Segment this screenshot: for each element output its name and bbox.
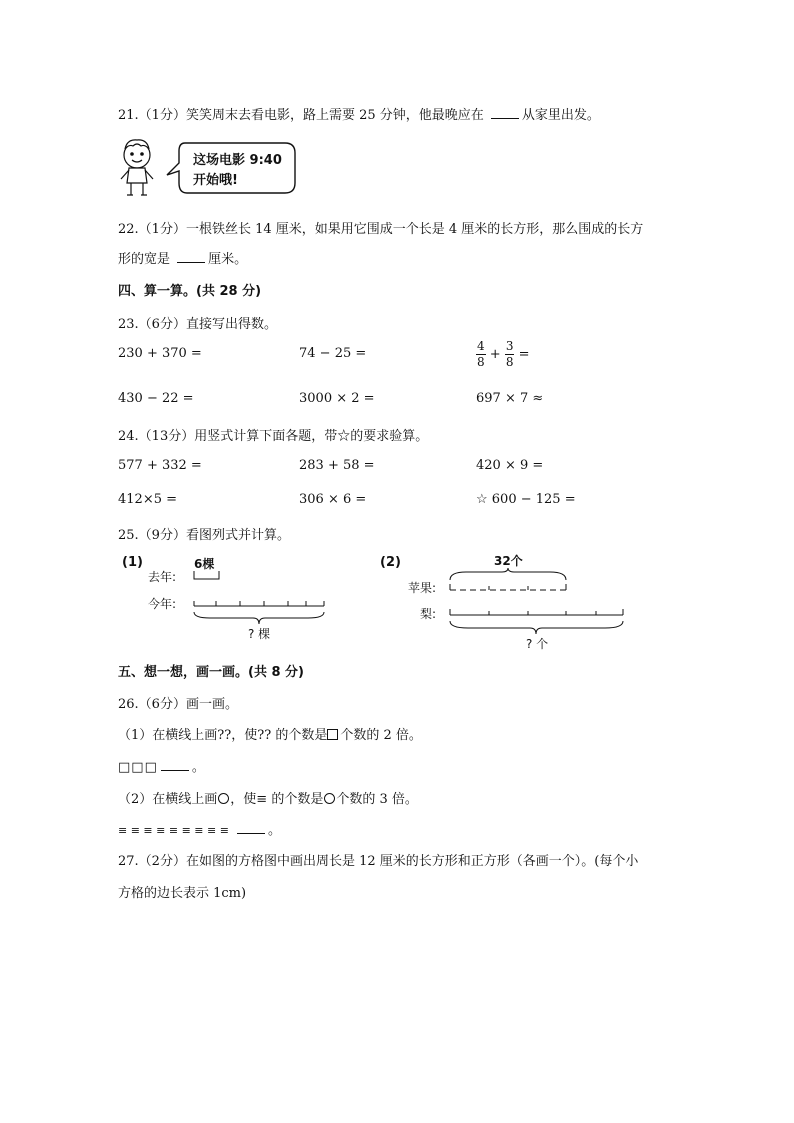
q23-title: 23.（6分）直接写出得数。 (118, 317, 277, 332)
bubble-line1: 这场电影 9:40 (193, 153, 282, 168)
q26-part2-prompt: （2）在横线上画 ，使≡ 的个数是 个数的 3 倍。 (118, 792, 418, 807)
q27-line1: 27.（2分）在如图的方格图中画出周长是 12 厘米的长方形和正方形（各画一个）。(每个小 (118, 854, 639, 869)
q27-line2: 方格的边长表示 1cm) (118, 886, 247, 901)
apple-ticks (450, 584, 566, 590)
q22-line2: 形的宽是 厘米。 (118, 252, 248, 267)
q22-line1: 22.（1分）一根铁丝长 14 厘米，如果用它围成一个长是 4 厘米的长方形，那么围成的长方 (118, 222, 644, 237)
section-5-heading: 五、想一想，画一画。(共 8 分) (118, 665, 304, 680)
q25-diagram-1 (122, 555, 324, 641)
section-4-heading: 四、算一算。(共 28 分) (118, 284, 262, 299)
circle-icon (324, 793, 335, 804)
q23-expr-5: 3000 × 2 = (299, 391, 375, 406)
diagram1-count: 6棵 (194, 557, 215, 571)
q26-part2-answer: ≡ ≡ ≡ ≡ ≡ ≡ ≡ ≡ ≡ 。 (118, 823, 281, 838)
diagram1-thisyear-label: 今年: (148, 597, 177, 611)
q21-text: 21.（1分）笑笑周末去看电影，路上需要 25 分钟，他最晚应在 从家里出发。 (118, 108, 600, 123)
diagram2-total: 32个 (494, 554, 523, 568)
boy-illustration (121, 140, 153, 195)
q23-expr-4: 430 − 22 = (118, 391, 194, 406)
q24-expr-1: 577 + 332 = (118, 458, 202, 473)
q23-expr-2: 74 − 25 = (299, 346, 367, 361)
diagram2-apple-label: 苹果: (408, 581, 437, 595)
q26-part1-blank[interactable] (161, 758, 189, 771)
q24-title: 24.（13分）用竖式计算下面各题，带☆的要求验算。 (118, 429, 429, 444)
q25-title: 25.（9分）看图列式并计算。 (118, 528, 290, 543)
q25-diagram-2 (380, 553, 623, 651)
q24-expr-6: ☆ 600 − 125 = (476, 492, 576, 507)
q23-expr-6: 697 × 7 ≈ (476, 391, 544, 406)
q21-illustration (115, 135, 300, 203)
diagram2-bottom-brace (450, 621, 623, 634)
lastyear-segment (194, 571, 219, 579)
fraction-3-8: $\frac{3}{8}$ (505, 339, 514, 369)
pear-ticks (450, 609, 623, 615)
q24-expr-4: 412×5 = (118, 492, 178, 507)
square-icon (327, 729, 338, 740)
diagram2-question: ? 个 (526, 637, 549, 651)
q24-expr-2: 283 + 58 = (299, 458, 375, 473)
diagram1-brace (194, 612, 324, 624)
bubble-line2: 开始哦! (193, 173, 238, 188)
q23-expr-3: $\frac{4}{8}$ + $\frac{3}{8}$ = (477, 339, 530, 369)
q26-title: 26.（6分）画一画。 (118, 697, 238, 712)
q26-part2-blank[interactable] (237, 821, 265, 834)
circle-icon (218, 793, 229, 804)
q24-expr-5: 306 × 6 = (299, 492, 367, 507)
diagram2-pear-label: 梨: (420, 607, 437, 621)
q25-diagrams (118, 548, 638, 653)
q26-part1-answer: □□□ 。 (118, 760, 205, 775)
q23-expr-1: 230 + 370 = (118, 346, 202, 361)
speech-bubble (167, 143, 295, 193)
diagram2-top-brace (450, 568, 566, 580)
diagram1-label: (1) (122, 555, 143, 570)
diagram1-question: ? 棵 (248, 627, 271, 641)
q24-expr-3: 420 × 9 = (476, 458, 544, 473)
diagram1-lastyear-label: 去年: (148, 570, 177, 584)
diagram2-label: (2) (380, 555, 401, 570)
thisyear-ticks (194, 601, 324, 606)
q21-blank[interactable] (491, 106, 519, 119)
q26-part1-prompt: （1）在横线上画??，使?? 的个数是 个数的 2 倍。 (118, 728, 422, 743)
q22-blank[interactable] (177, 250, 205, 263)
fraction-4-8: $\frac{4}{8}$ (477, 339, 485, 369)
